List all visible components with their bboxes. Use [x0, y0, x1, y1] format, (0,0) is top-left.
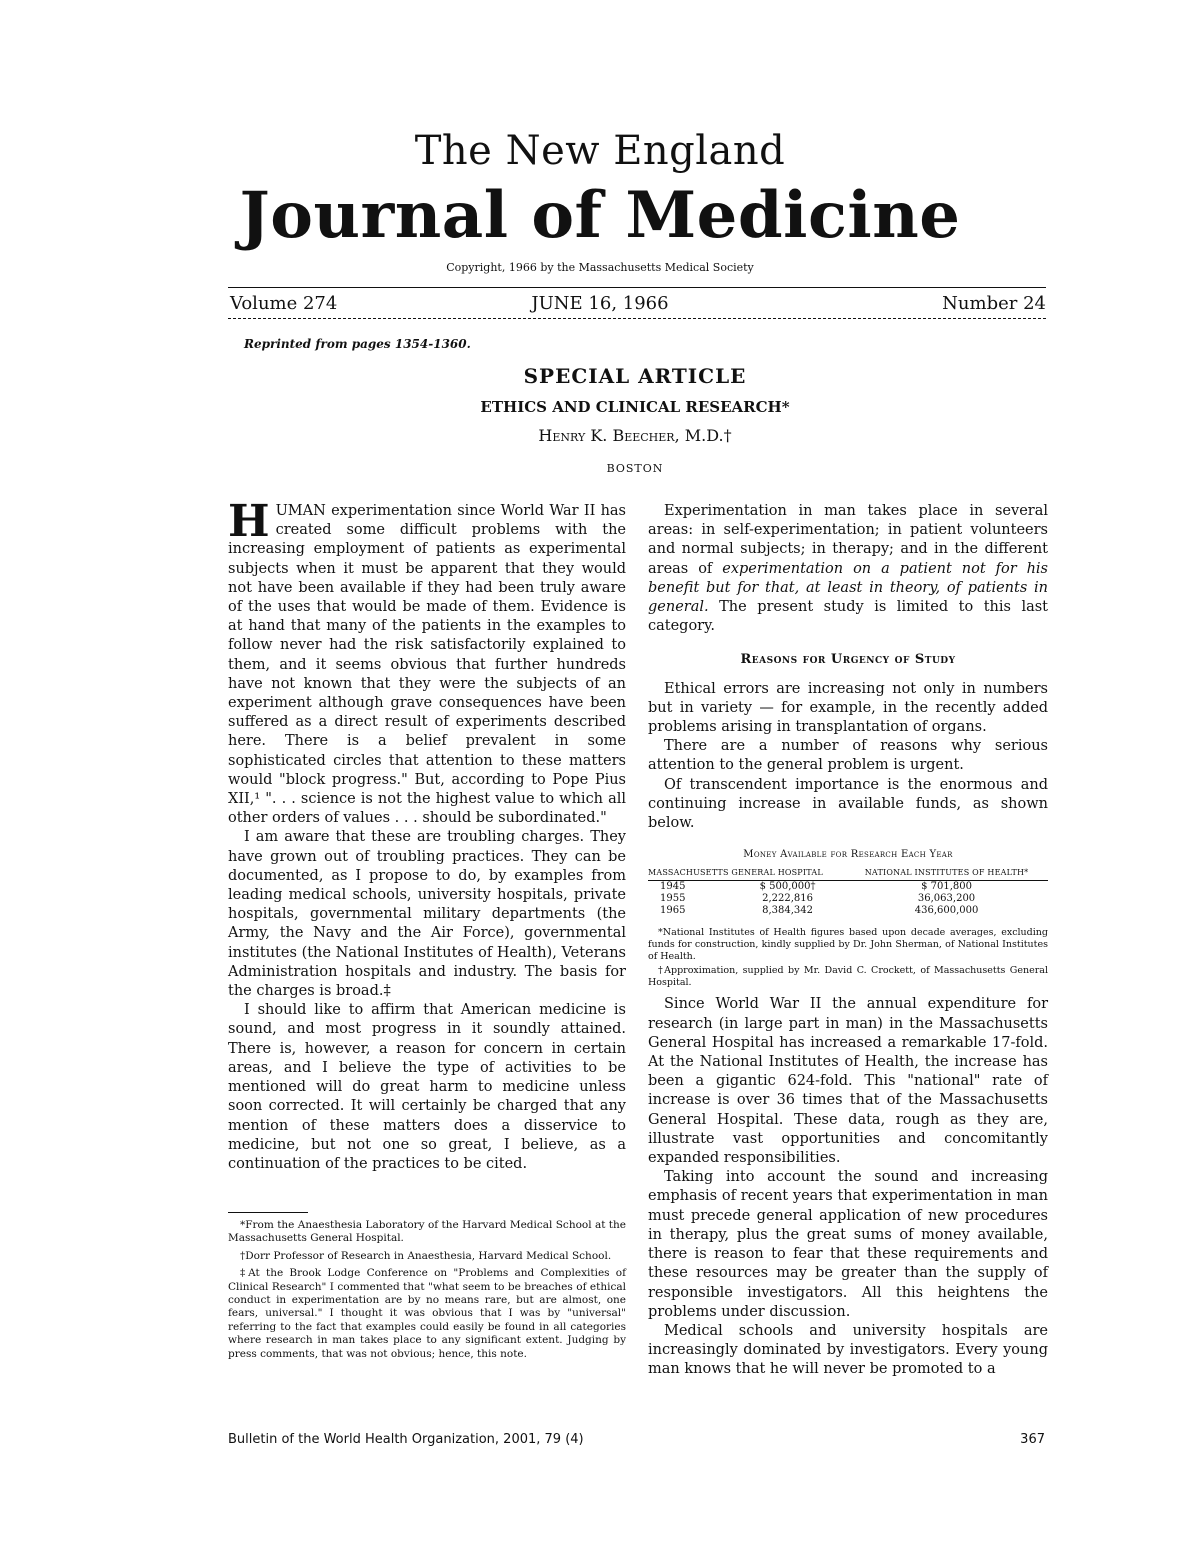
table-cell-year: 1955 [660, 893, 686, 905]
left-paragraph-2: I am aware that these are troubling charges. They have grown out of troubling practices. They can be documented, as I propose to do, by examples from leading medical schools, university hospitals, private hospitals, governmental military departments (the Army, the Navy and the Air Force), governmental institutes (the National Institutes of Health), Veterans Administration hospitals and industry. The basis for the charges is broad.‡ [228, 829, 626, 1000]
footnote-1: *From the Anaesthesia Laboratory of the Harvard Medical School at the Massachusetts General Hospital. [228, 1219, 626, 1245]
right-paragraph-3: There are a number of reasons why serious attention to the general problem is urgent. [648, 738, 1048, 774]
left-paragraph-3: I should like to affirm that American medicine is sound, and most progress in it soundly attained. There is, however, a reason for concern in certain areas, and I believe the type of activities to be mentioned will do great harm to medicine unless soon corrected. It will certainly be charged that any mention of these matters does a disservice to medicine, but not one so great, I believe, as a continuation of the practices to be cited. [228, 1002, 626, 1172]
table-cell-nih: $ 701,800 [921, 881, 972, 893]
left-paragraph-1 [228, 496, 626, 828]
reprint-note: Reprinted from pages 1354-1360. [244, 337, 471, 351]
table-cell-mgh: 8,384,342 [762, 905, 813, 917]
drop-cap: H [228, 496, 270, 547]
journal-name-line1: The New England [414, 128, 786, 174]
right-paragraph-6: Taking into account the sound and increasing emphasis of recent years that experimentation in man must precede general application of new procedures in therapy, plus the great sums of money available, there is reason to fear that these requirements and these resources may be greater than the supply of responsible investigators. All this heightens the problems under discussion. [648, 1169, 1048, 1320]
section-heading: SPECIAL ARTICLE [523, 364, 747, 388]
right-paragraph-1 [648, 502, 1048, 636]
footnote-3: ‡At the Brook Lodge Conference on "Problems and Complexities of Clinical Research" I commented that "what seem to be breaches of ethical conduct in experimentation are by no means rare, but are almost, one fears, universal." I thought it was obvious that I was by "universal" referring to the fact that examples could easily be found in all categories where research in man takes place to any significant extent. Judging by press comments, that was not obvious; hence, this note. [228, 1267, 626, 1360]
article-author: Henry K. Beecher, M.D.† [538, 426, 732, 445]
table-cell-year: 1945 [660, 881, 686, 893]
left-paragraph-1-text: UMAN experimentation since World War II has created some difficult problems with the increasing employment of patients as experimental subjects when it must be apparent that they would not have been available if they had been truly aware of the uses that would be made of them. Evidence is at hand that many of the patients in the examples to follow never had the risk satisfactorily explained to them, and it seems obvious that further hundreds have not known that they were the subjects of an experiment although grave consequences have been suffered as a direct result of experiments described here. There is a belief prevalent in some sophisticated circles that attention to these matters would "block progress." But, according to Pope Pius XII,¹ ". . . science is not the highest value to which all other orders of values . . . should be subordinated." [228, 503, 626, 827]
right-paragraph-1-italic: experimentation on a patient not for his benefit but for that, at least in theory, of patients in general. [648, 560, 1048, 616]
issue-rule-bottom [228, 318, 1046, 319]
right-paragraph-4: Of transcendent importance is the enormous and continuing increase in available funds, as shown below. [648, 776, 1048, 832]
money-table-title: Money Available for Research Each Year [743, 849, 953, 861]
table-row [648, 893, 1048, 905]
article-city: BOSTON [606, 462, 664, 475]
issue-rule-top [228, 287, 1046, 288]
right-paragraph-7: Medical schools and university hospitals are increasingly dominated by investigators. Every young man knows that he will never be promoted to a [648, 1322, 1048, 1378]
money-table [648, 867, 1048, 917]
right-paragraph-5: Since World War II the annual expenditure for research (in large part in man) in the Massachusetts General Hospital has increased a remarkable 17-fold. At the National Institutes of Health, the increase has been a gigantic 624-fold. This "national" rate of increase is over 36 times that of the Massachusetts General Hospital. These data, rough as they are, illustrate vast opportunities and concomitantly expanded responsibilities. [648, 996, 1048, 1167]
issue-date: JUNE 16, 1966 [531, 293, 669, 314]
table-cell-nih: 436,600,000 [914, 905, 979, 917]
money-table-notes [648, 927, 1048, 989]
table-row [648, 881, 1048, 894]
table-cell-mgh: 2,222,816 [762, 893, 813, 905]
issue-number: Number 24 [942, 293, 1046, 314]
issue-volume: Volume 274 [230, 293, 338, 314]
money-table-note-1: *National Institutes of Health figures based upon decade averages, excluding funds for construction, kindly supplied by Dr. John Sherman, of National Institutes of Health. [648, 927, 1048, 963]
table-cell-year: 1965 [660, 905, 686, 917]
subheading-reasons: Reasons for Urgency of Study [740, 652, 956, 668]
footnote-2: †Dorr Professor of Research in Anaesthesia, Harvard Medical School. [240, 1249, 612, 1262]
right-paragraph-2: Ethical errors are increasing not only in numbers but in variety — for example, in the recently added problems arising in transplantation of organs. [648, 680, 1048, 736]
copyright-line: Copyright, 1966 by the Massachusetts Medical Society [446, 261, 754, 274]
table-row [648, 905, 1048, 917]
money-table-col-nih: NATIONAL INSTITUTES OF HEALTH* [845, 867, 1048, 881]
table-cell-mgh: $ 500,000† [759, 881, 816, 893]
right-column [648, 502, 1048, 1380]
footer-citation: Bulletin of the World Health Organization, 2001, 79 (4) [228, 1432, 584, 1447]
page-number: 367 [1020, 1432, 1045, 1447]
right-paragraph-1-b: The present study is limited to this last category. [648, 599, 1048, 635]
table-cell-nih: 36,063,200 [917, 893, 976, 905]
footnote-rule [228, 1212, 308, 1213]
money-table-col-mgh: MASSACHUSETTS GENERAL HOSPITAL [648, 867, 845, 881]
right-paragraph-1-a: Experimentation in man takes place in several areas: in self-experimentation; in patient volunteers and normal subjects; in therapy; and in the different areas of [648, 503, 1048, 577]
money-table-note-2: †Approximation, supplied by Mr. David C. Crockett, of Massachusetts General Hospital. [648, 965, 1048, 989]
left-column [228, 496, 626, 1174]
footnotes [228, 1219, 626, 1365]
journal-name-line2: Journal of Medicine [239, 178, 961, 253]
article-title: ETHICS AND CLINICAL RESEARCH* [480, 398, 790, 416]
